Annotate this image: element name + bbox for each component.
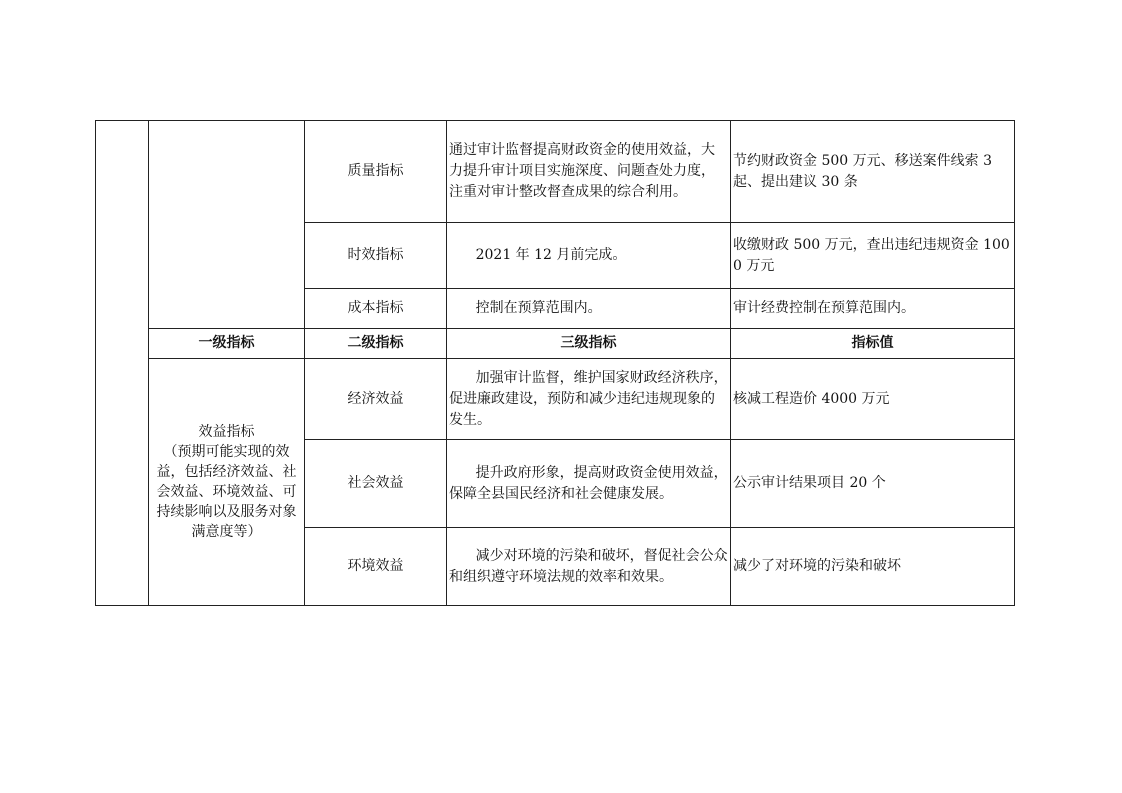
header-level1: 一级指标	[149, 329, 305, 359]
left-blank-cell	[96, 121, 149, 606]
benefit-level1-cell	[149, 359, 305, 606]
level2-cell: 质量指标	[305, 121, 447, 223]
level2-cell: 经济效益	[305, 359, 447, 440]
level2-cell: 社会效益	[305, 440, 447, 528]
header-value: 指标值	[731, 329, 1015, 359]
level3-cell: 2021 年 12 月前完成。	[447, 223, 731, 289]
value-cell: 减少了对环境的污染和破坏	[731, 528, 1015, 606]
level3-cell: 通过审计监督提高财政资金的使用效益，大力提升审计项目实施深度、问题查处力度，注重对审计整改督查成果的综合利用。	[447, 121, 731, 223]
level3-cell: 减少对环境的污染和破坏，督促社会公众和组织遵守环境法规的效率和效果。	[447, 528, 731, 606]
value-cell: 节约财政资金 500 万元、移送案件线索 3 起、提出建议 30 条	[731, 121, 1015, 223]
level2-cell: 环境效益	[305, 528, 447, 606]
benefit-description: （预期可能实现的效益，包括经济效益、社会效益、环境效益、可持续影响以及服务对象满意度等）	[156, 444, 297, 540]
table-row	[96, 359, 1015, 440]
level2-cell: 时效指标	[305, 223, 447, 289]
level3-cell: 提升政府形象，提高财政资金使用效益，保障全县国民经济和社会健康发展。	[447, 440, 731, 528]
table-row	[96, 121, 1015, 223]
level3-cell: 加强审计监督，维护国家财政经济秩序，促进廉政建设，预防和减少违纪违规现象的发生。	[447, 359, 731, 440]
header-row	[96, 329, 1015, 359]
level3-cell: 控制在预算范围内。	[447, 289, 731, 329]
header-level2: 二级指标	[305, 329, 447, 359]
blank-level1-cell	[149, 121, 305, 329]
benefit-title: 效益指标	[198, 424, 255, 440]
value-cell: 公示审计结果项目 20 个	[731, 440, 1015, 528]
header-level3: 三级指标	[447, 329, 731, 359]
value-cell: 收缴财政 500 万元，查出违纪违规资金 1000 万元	[731, 223, 1015, 289]
value-cell: 审计经费控制在预算范围内。	[731, 289, 1015, 329]
performance-indicator-table	[95, 120, 1015, 606]
level2-cell: 成本指标	[305, 289, 447, 329]
value-cell: 核减工程造价 4000 万元	[731, 359, 1015, 440]
